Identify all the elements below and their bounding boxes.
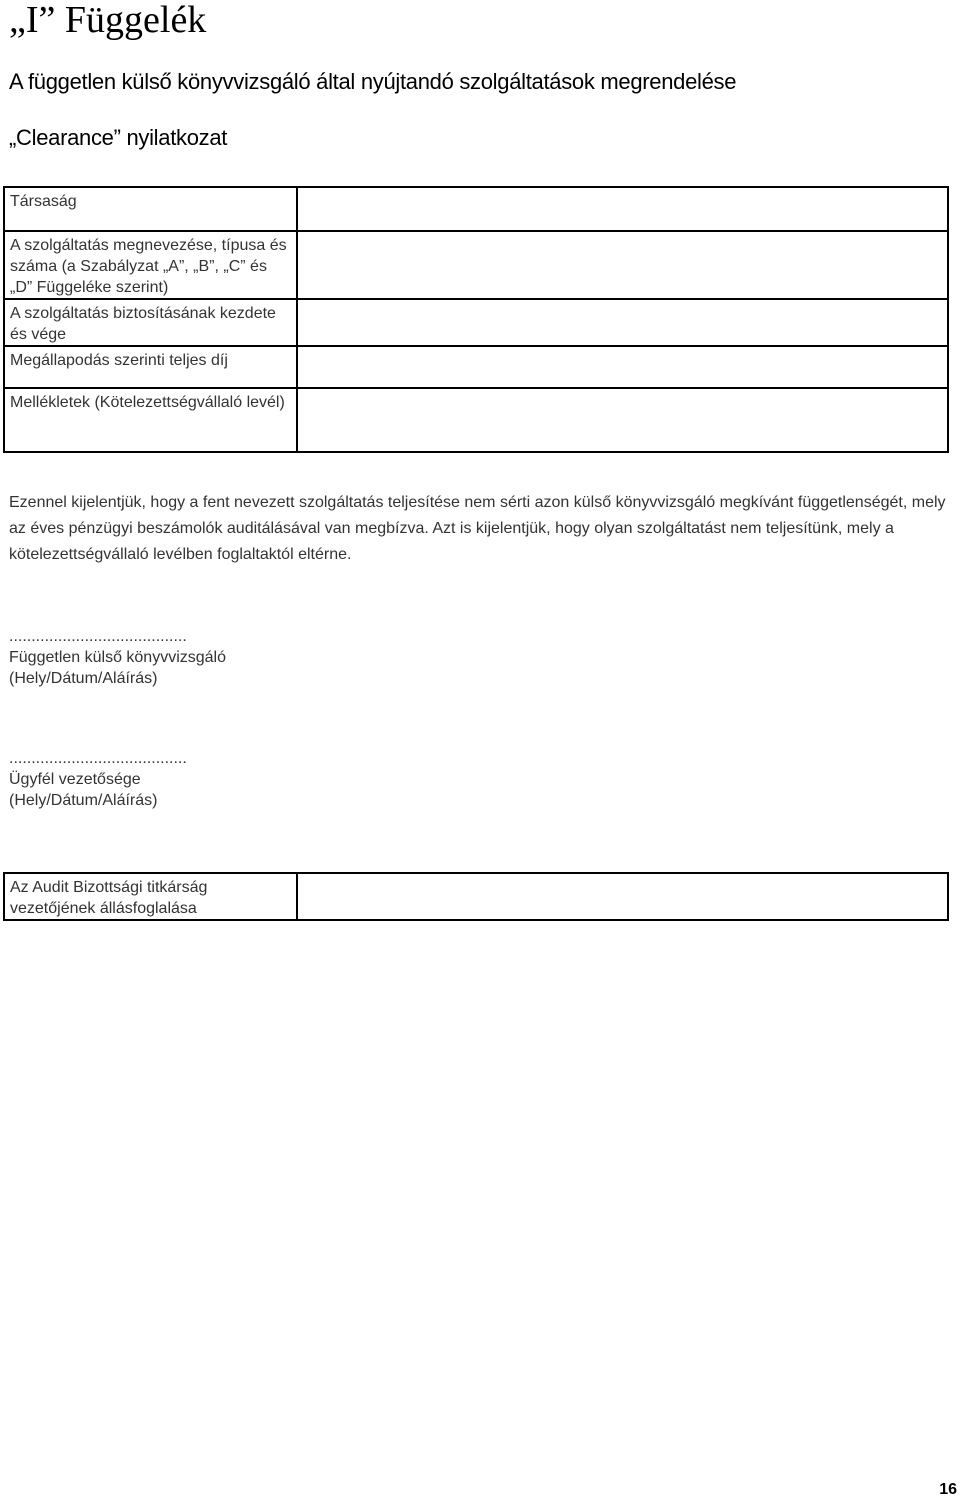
declaration-statement: Ezennel kijelentjük, hogy a fent nevezett szolgáltatás teljesítése nem sérti azon külső könyvvizsgáló megkívánt függetlenségét, mely az éves pénzügyi beszámolók auditálásával van megbízva. Azt is kijelentjük, hogy olyan szolgáltatást nem teljesítünk, mely a kötelezettségvállaló levélben foglaltaktól eltérne. (9, 494, 946, 563)
form-label-service-name: A szolgáltatás megnevezése, típusa és száma (a Szabályzat „A”, „B”, „C” és „D” Függeléke szerint) (4, 231, 297, 299)
signature-note-auditor: (Hely/Dátum/Aláírás) (9, 670, 158, 687)
signature-role-auditor: Független külső könyvvizsgáló (9, 649, 227, 666)
form-row-service-period (4, 299, 948, 346)
signature-block-auditor (9, 626, 226, 689)
section-title: „Clearance” nyilatkozat (9, 125, 228, 150)
signature-role-client: Ügyfél vezetősége (9, 771, 141, 788)
form-value-company[interactable] (297, 187, 948, 231)
signature-note-client: (Hely/Dátum/Aláírás) (9, 792, 158, 809)
form-row-company (4, 187, 948, 231)
form-row-attachments (4, 388, 948, 452)
form-value-total-fee[interactable] (297, 346, 948, 388)
document-subtitle: A független külső könyvvizsgáló által nyújtandó szolgáltatások megrendelése (9, 69, 737, 94)
form-row-total-fee (4, 346, 948, 388)
signature-block-client (9, 748, 187, 811)
form-row-service-name (4, 231, 948, 299)
clearance-form-table (3, 186, 949, 453)
page-number: 16 (939, 1481, 957, 1498)
audit-committee-row (4, 873, 948, 920)
form-value-service-period[interactable] (297, 299, 948, 346)
form-label-company: Társaság (4, 187, 297, 231)
form-label-total-fee: Megállapodás szerinti teljes díj (4, 346, 297, 388)
page-title: „I” Függelék (9, 0, 207, 41)
signature-line-client: ........................................ (9, 750, 187, 767)
form-value-service-name[interactable] (297, 231, 948, 299)
audit-committee-value[interactable] (297, 873, 948, 920)
signature-line-auditor: ........................................ (9, 628, 187, 645)
form-label-service-period: A szolgáltatás biztosításának kezdete és vége (4, 299, 297, 346)
audit-committee-table (3, 872, 949, 921)
form-label-attachments: Mellékletek (Kötelezettségvállaló levél) (4, 388, 297, 452)
form-value-attachments[interactable] (297, 388, 948, 452)
audit-committee-label: Az Audit Bizottsági titkárság vezetőjének állásfoglalása (4, 873, 297, 920)
